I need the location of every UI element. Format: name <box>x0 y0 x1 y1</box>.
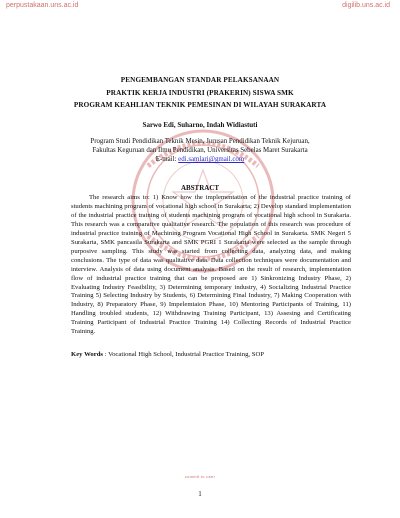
title-line-2: PRAKTIK KERJA INDUSTRI (PRAKERIN) SISWA SMK <box>106 88 294 97</box>
email-link[interactable]: edi.samlari@gmail.com <box>178 156 245 163</box>
title-line-1: PENGEMBANGAN STANDAR PELAKSANAAN <box>120 76 280 84</box>
watermark-right: digilib.uns.ac.id <box>342 2 390 9</box>
affiliation-line-1: Program Studi Pendidikan Teknik Mesin, Jurusan Pendidikan Teknik Kejuruan, <box>90 138 310 145</box>
email-label: E-mail: <box>155 156 177 163</box>
watermark-left: perpustakaan.uns.ac.id <box>6 2 79 9</box>
paper-title <box>0 74 400 112</box>
footer-watermark: commit to user <box>184 474 216 479</box>
keywords-text: : Vocational High School, Industrial Practice Training, SOP <box>104 351 265 358</box>
abstract-body: The research aims to: 1) Know how the implementation of the industrial practice training of students machining program of vocational high school in Surakarta; 2) Develop standard implementation of the industrial practice training of students machining program of vocational high school in Surakarta. This research was a comparative qualitative research. The population of this research was procedure of industrial practice training of Machining Program Vocational High School in Surakarta. SMK Negeri 5 Surakarta, SMK pancasila Surakarta and SMK PGRI 1 Surakarta were selected as the sample through purposive sampling. This study was started from collecting data, analyzing data, and making conclusions. The type of data was qualitative data. Data collection techniques were documentation and interview. Analysis of data using document analysis. Based on the result of research, implementation flow of industrial practice training that can be proposed are 1) Sinkronizing Industry Phase, 2) Evaluating Industry Feasibility, 3) Determining temporary industry, 4) Socializing Industrial Practice Training 5) Selecting Industry by Students, 6) Determining Final Industry, 7) Making Cooperation with Industry, 8) Preparatory Phase, 9) Impelemtaion Phase, 10) Mentoring Participants of Training, 11) Handling troubled students, 12) Withdrawing Training Participant, 13) Assesing and Certificating Training Participant of Industrial Practice Training 14) Collecting Records of Industrial Practice Training. <box>71 194 351 336</box>
keywords-label: Key Words <box>71 351 104 358</box>
page-number: 1 <box>198 490 202 498</box>
affiliation <box>0 137 400 164</box>
abstract-heading: ABSTRACT <box>180 184 220 192</box>
affiliation-line-2: Fakultas Keguruan dan Ilmu Pendidikan, Universitas Sebelas Maret Surakarta <box>92 147 308 154</box>
authors: Sarwo Edi, Suharno, Indah Widiastuti <box>142 121 258 129</box>
keywords <box>71 351 351 358</box>
email-line <box>0 155 400 164</box>
title-line-3: PROGRAM KEAHLIAN TEKNIK PEMESINAN DI WILAYAH SURAKARTA <box>73 101 327 109</box>
